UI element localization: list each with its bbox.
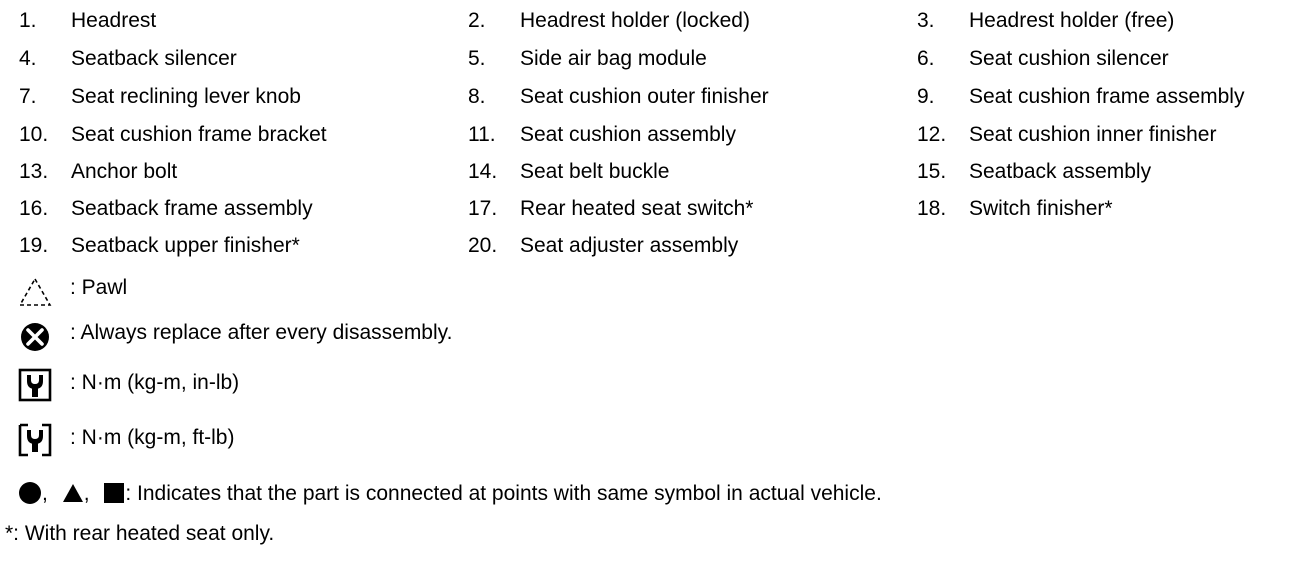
part-name: Switch finisher* xyxy=(969,197,1113,220)
pawl-triangle-icon xyxy=(17,275,53,311)
part-number: 17. xyxy=(468,197,498,220)
part-number: 16. xyxy=(19,197,49,220)
part-name: Seat belt buckle xyxy=(520,160,670,183)
part-number: 9. xyxy=(917,85,935,108)
part-name: Anchor bolt xyxy=(71,160,178,183)
torque-wrench-outline-icon xyxy=(17,422,53,458)
legend-torque-in-lb-text: : N·m (kg-m, in-lb) xyxy=(70,371,240,394)
part-name: Seat cushion frame bracket xyxy=(71,123,327,146)
part-name: Seat adjuster assembly xyxy=(520,234,739,257)
part-number: 18. xyxy=(917,197,947,220)
part-number: 11. xyxy=(468,123,496,146)
part-name: Seatback upper finisher* xyxy=(71,234,300,257)
part-number: 1. xyxy=(19,9,37,32)
separator: , xyxy=(42,481,48,505)
part-name: Seatback frame assembly xyxy=(71,197,313,220)
part-number: 19. xyxy=(19,234,49,257)
part-name: Seat cushion frame assembly xyxy=(969,85,1245,108)
part-number: 20. xyxy=(468,234,498,257)
part-name: Seat cushion inner finisher xyxy=(969,123,1217,146)
part-name: Side air bag module xyxy=(520,47,707,70)
part-name: Rear heated seat switch* xyxy=(520,197,754,220)
part-name: Seat cushion assembly xyxy=(520,123,736,146)
part-number: 5. xyxy=(468,47,486,70)
part-number: 3. xyxy=(917,9,935,32)
part-name: Seat reclining lever knob xyxy=(71,85,301,108)
parts-list xyxy=(0,0,1312,270)
part-name: Seat cushion outer finisher xyxy=(520,85,769,108)
separator: , xyxy=(83,481,90,505)
part-name: Seatback assembly xyxy=(969,160,1152,183)
part-name: Seat cushion silencer xyxy=(969,47,1169,70)
legend-pawl-text: : Pawl xyxy=(70,276,128,299)
circle-icon xyxy=(18,481,42,505)
part-number: 6. xyxy=(917,47,935,70)
part-number: 12. xyxy=(917,123,947,146)
part-number: 4. xyxy=(19,47,37,70)
footnote: *: With rear heated seat only. xyxy=(5,522,275,545)
part-name: Headrest holder (locked) xyxy=(520,9,750,32)
part-name: Headrest xyxy=(71,9,157,32)
part-name: Headrest holder (free) xyxy=(969,9,1175,32)
legend-connection xyxy=(18,481,882,509)
square-icon xyxy=(103,482,125,504)
part-number: 13. xyxy=(19,160,49,183)
legend-connection-text: : Indicates that the part is connected at points with same symbol in actual vehicle. xyxy=(125,481,882,505)
part-name: Seatback silencer xyxy=(71,47,237,70)
part-number: 14. xyxy=(468,160,498,183)
legend-torque-ft-lb-text: : N·m (kg-m, ft-lb) xyxy=(70,426,235,449)
part-number: 7. xyxy=(19,85,37,108)
part-number: 10. xyxy=(19,123,49,146)
part-number: 15. xyxy=(917,160,947,183)
torque-wrench-filled-icon xyxy=(17,367,53,403)
part-number: 8. xyxy=(468,85,486,108)
part-number: 2. xyxy=(468,9,486,32)
triangle-icon xyxy=(62,482,84,504)
replace-x-circle-icon xyxy=(17,319,53,355)
legend-replace-text: : Always replace after every disassembly. xyxy=(70,321,453,344)
